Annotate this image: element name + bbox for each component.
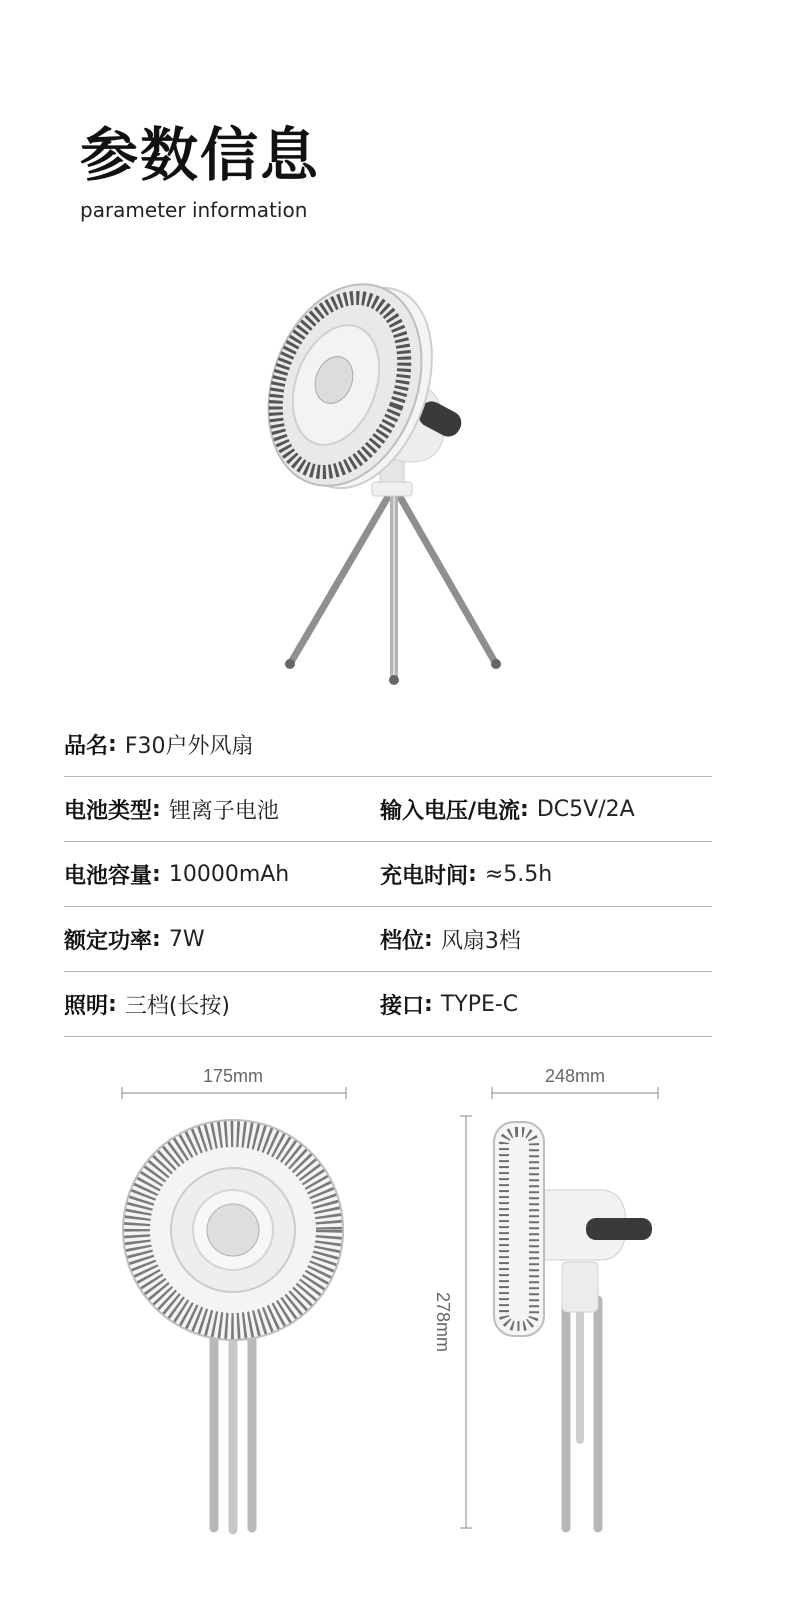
page-title: 参数信息 xyxy=(80,121,321,189)
spec-row-product xyxy=(64,712,712,777)
fan-head xyxy=(242,263,458,508)
spec-colon: : xyxy=(152,926,161,952)
front-view-fan xyxy=(123,1120,343,1530)
spec-colon: : xyxy=(152,861,161,887)
spec-value: F30户外风扇 xyxy=(124,733,254,759)
spec-row xyxy=(64,907,712,972)
spec-label: 电池容量 xyxy=(64,863,153,889)
front-width-dimension xyxy=(122,1066,346,1099)
spec-value: ≈5.5h xyxy=(484,861,553,887)
spec-value: 7W xyxy=(168,926,205,952)
spec-label: 充电时间 xyxy=(380,863,469,889)
spec-value: 10000mAh xyxy=(168,861,290,887)
spec-colon: : xyxy=(152,796,161,822)
side-depth-label: 248mm xyxy=(544,1066,606,1086)
front-width-label: 175mm xyxy=(202,1066,264,1086)
spec-colon: : xyxy=(108,731,117,757)
spec-colon: : xyxy=(424,926,433,952)
spec-value: TYPE-C xyxy=(440,991,519,1017)
spec-label: 电池类型 xyxy=(64,798,153,824)
height-label: 278mm xyxy=(433,1291,453,1353)
spec-label: 照明 xyxy=(64,993,109,1019)
spec-colon: : xyxy=(108,991,117,1017)
spec-label: 品名 xyxy=(64,733,109,759)
spec-label: 输入电压/电流 xyxy=(380,798,521,824)
spec-row xyxy=(64,972,712,1037)
spec-label: 额定功率 xyxy=(64,928,153,954)
side-depth-dimension xyxy=(492,1066,658,1099)
spec-row xyxy=(64,842,712,907)
spec-label: 接口 xyxy=(380,993,425,1019)
spec-value: 锂离子电池 xyxy=(168,798,279,824)
height-dimension xyxy=(433,1116,472,1528)
spec-label: 档位 xyxy=(380,928,425,954)
spec-colon: : xyxy=(468,861,477,887)
spec-table xyxy=(64,712,712,1037)
spec-colon: : xyxy=(424,991,433,1017)
product-hero-image xyxy=(0,260,790,700)
spec-value: 三档(长按) xyxy=(124,993,230,1019)
tripod-legs xyxy=(285,490,501,685)
spec-colon: : xyxy=(520,796,529,822)
spec-row xyxy=(64,777,712,842)
dimension-drawings xyxy=(0,1050,790,1600)
page-subtitle: parameter information xyxy=(80,198,308,222)
spec-value: 风扇3档 xyxy=(440,928,521,954)
spec-value: DC5V/2A xyxy=(536,796,635,822)
side-view-fan xyxy=(494,1122,652,1528)
